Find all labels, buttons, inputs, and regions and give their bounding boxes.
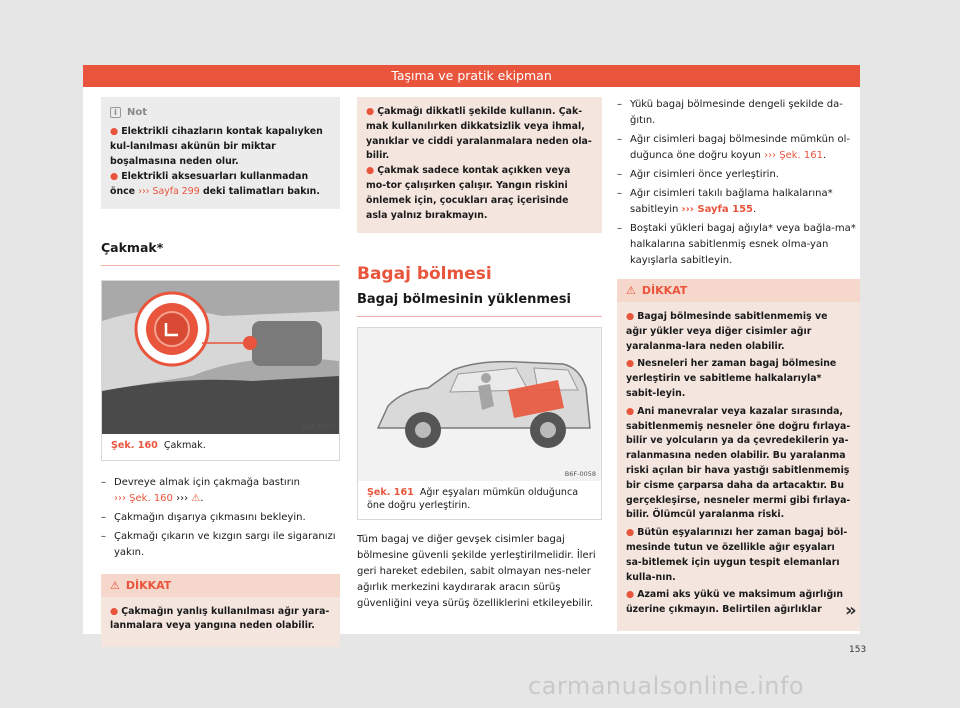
bullet-icon: ● xyxy=(110,171,119,182)
page-header: Taşıma ve pratik ekipman xyxy=(83,65,860,87)
bullet-icon: ● xyxy=(626,358,635,370)
lighter-illustration xyxy=(102,281,339,434)
bullet-icon: ● xyxy=(366,106,375,117)
car-diagram xyxy=(358,328,601,481)
continue-arrow: » xyxy=(845,600,857,621)
figure-caption: Şek. 161 Ağır eşyaları mümkün olduğunca öne doğru yerleştirin. xyxy=(367,487,579,511)
figure-label: Şek. 160 xyxy=(111,440,158,451)
list-item: – Ağır cisimleri takılı bağlama halkalarına* sabitleyin ››› Sayfa 155. xyxy=(617,186,860,218)
instruction-list xyxy=(617,97,860,269)
warning-title: DİKKAT xyxy=(641,284,688,297)
instruction-list xyxy=(101,475,340,561)
figure-reference-link[interactable]: ››› Şek. 161 xyxy=(764,150,823,161)
column-1 xyxy=(101,97,340,647)
column-2 xyxy=(357,97,602,612)
warning-icon: ⚠ xyxy=(626,284,636,297)
bullet-icon: ● xyxy=(366,165,375,177)
figure-caption: Şek. 160 Çakmak. xyxy=(111,440,206,451)
page-reference-link[interactable]: ››› Sayfa 299 xyxy=(138,186,200,197)
figure-reference-link[interactable]: ››› Şek. 160 xyxy=(114,492,173,504)
bullet-icon: ● xyxy=(110,605,119,617)
warning-box xyxy=(617,279,860,631)
warning-item: ● Bütün eşyalarınızı her zaman bagaj böl-mesinde tutun ve özellikle ağır eşyaları sa-bitlemek için uygun tespit elemanları kulla-nın. xyxy=(626,527,848,583)
warning-item: ● Bagaj bölmesinde sabitlenmemiş ve ağır yükler veya diğer cisimler ağır yaralanma-lara neden olabilir. xyxy=(626,311,828,352)
watermark: carmanualsonline.info xyxy=(528,672,805,700)
section-title-cakmak: Çakmak* xyxy=(101,240,340,266)
page-reference-link[interactable]: ››› Sayfa 155 xyxy=(681,204,754,215)
body-paragraph: Tüm bagaj ve diğer gevşek cisimler bagaj bölmesine güvenli şekilde yerleştirilmelidir. İleri geri hareket edebilen, sabit olmayan nes-neler ağırlık merkezini kaydırarak aracın sürüş güvenliğini veya sürüş özelliklerini etkileyebilir. xyxy=(357,534,596,610)
warning-title: DİKKAT xyxy=(125,578,172,592)
warning-continuation xyxy=(357,97,602,233)
note-title: Not xyxy=(127,107,148,118)
note-item: ● Elektrikli aksesuarları kullanmadan önce ››› Sayfa 299 deki talimatları bakın. xyxy=(110,171,320,197)
bullet-icon: ● xyxy=(626,589,635,601)
subsection-title: Bagaj bölmesinin yüklenmesi xyxy=(357,292,602,317)
warning-item: ● Ani manevralar veya kazalar sırasında, sabitlenmemiş nesneler öne doğru fırlaya-bilir ve yolcuların ya da çevredekilerin ya-ralanmasına neden olabilir. Bu yaralanma riski açılan bir hava yastığı sabitlenmemiş bir cisme çarparsa daha da artacaktır. Bu gerçekleşirse, nesneler mermi gibi fırlaya-bilir. Ölümcül yaralanma riski. xyxy=(626,405,851,521)
figure-161 xyxy=(357,327,602,520)
warning-item: ● Azami aks yükü ve maksimum ağırlığın üzerine çıkmayın. Belirtilen ağırlıklar xyxy=(626,589,844,616)
section-title-bagaj: Bagaj bölmesi xyxy=(357,264,492,285)
warning-item: ● Çakmağı dikkatli şekilde kullanın. Çak-mak kullanılırken dikkatsizlik veya ihmal, yanıklar ve ciddi yaralanmalara neden ola-bilir. xyxy=(366,106,592,162)
warning-item: ● Çakmağın yanlış kullanılması ağır yara-lanmalara veya yangına neden olabilir. xyxy=(110,605,330,632)
figure-160 xyxy=(101,280,340,461)
warning-item: ● Çakmak sadece kontak açıkken veya mo-tor çalışırken çalışır. Yangın riskini önlemek için, çocukları araç içerisinde asla yalnız bırakmayın. xyxy=(366,165,571,221)
bullet-icon: ● xyxy=(110,126,119,137)
bullet-icon: ● xyxy=(626,527,635,539)
list-item: – Çakmağı çıkarın ve kızgın sargı ile sigaranızı yakın. xyxy=(101,529,340,561)
warning-icon: ⚠ xyxy=(191,492,201,504)
page-number: 153 xyxy=(849,645,867,655)
lighter-photo xyxy=(102,281,339,434)
note-item: ● Elektrikli cihazların kontak kapalıyken kul-lanılması akünün bir miktar boşalmasına neden olur. xyxy=(110,126,323,167)
list-item: – Boştaki yükleri bagaj ağıyla* veya bağla-ma* halkalarına sabitlenmiş esnek olma-yan kayışlarla sabitleyin. xyxy=(617,221,860,269)
warning-item: ● Nesneleri her zaman bagaj bölmesine yerleştirin ve sabitleme halkalarıyla* sabit-leyin. xyxy=(626,358,837,399)
bullet-icon: ● xyxy=(626,405,635,417)
info-icon: i xyxy=(110,107,121,118)
column-3 xyxy=(617,97,860,631)
car-loading-illustration xyxy=(358,328,601,481)
note-box xyxy=(101,97,340,209)
list-item: – Devreye almak için çakmağa bastırın ››› Şek. 160 ››› ⚠. xyxy=(101,475,340,507)
bullet-icon: ● xyxy=(626,311,635,322)
figure-code: B6F-0057 xyxy=(302,423,334,431)
figure-label: Şek. 161 xyxy=(367,487,414,499)
list-item: – Yükü bagaj bölmesinde dengeli şekilde da-ğıtın. xyxy=(617,97,860,129)
warning-box xyxy=(101,574,340,648)
list-item: – Çakmağın dışarıya çıkmasını bekleyin. xyxy=(101,510,340,526)
list-item: – Ağır cisimleri bagaj bölmesinde mümkün ol-duğunca öne doğru koyun ››› Şek. 161. xyxy=(617,132,860,164)
figure-code: B6F-0058 xyxy=(564,470,596,479)
warning-icon: ⚠ xyxy=(110,578,120,592)
list-item: – Ağır cisimleri önce yerleştirin. xyxy=(617,167,860,183)
